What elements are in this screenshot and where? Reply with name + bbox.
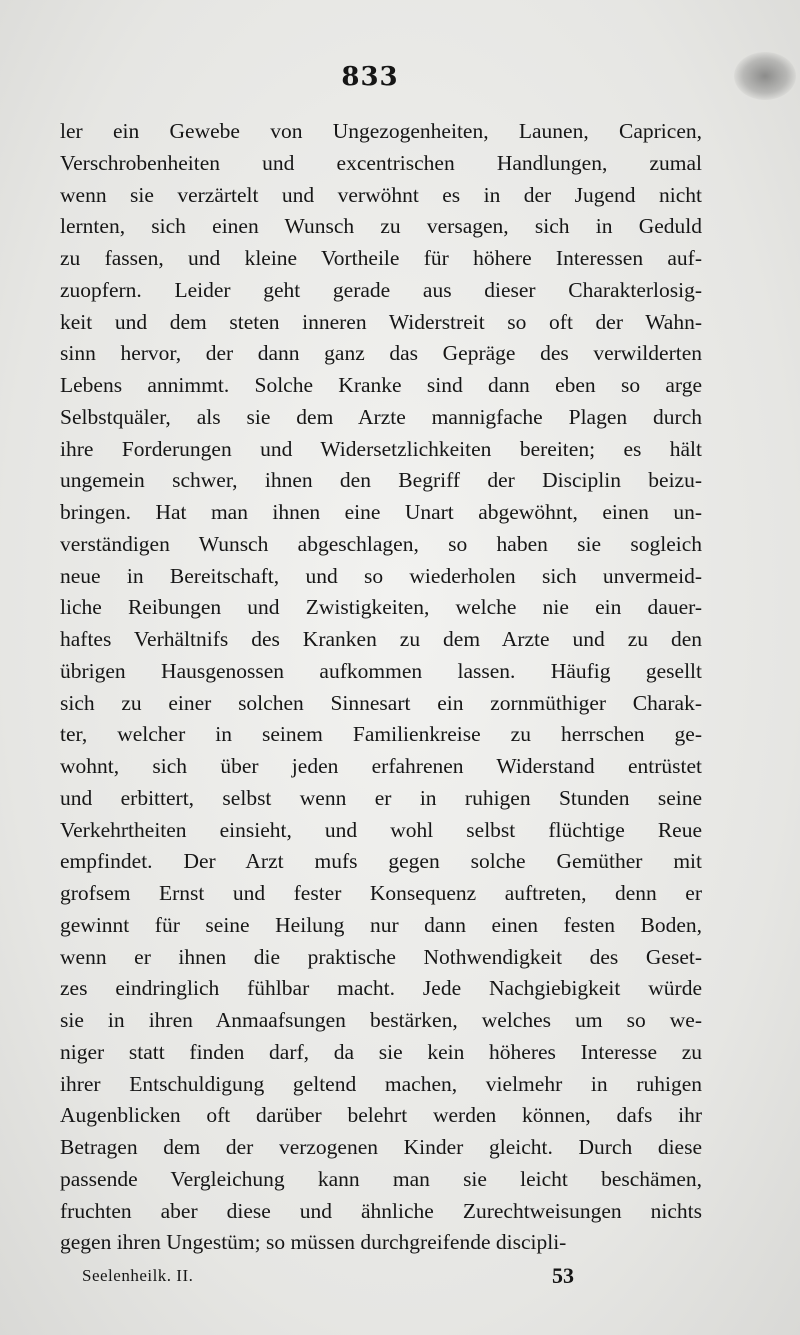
text-line: Lebens annimmt. Solche Kranke sind dann eben so arge (60, 373, 702, 397)
text-line: ungemein schwer, ihnen den Begriff der Disciplin beizu- (60, 468, 702, 493)
text-line: ihrer Entschuldigung geltend machen, vielmehr in ruhigen (60, 1071, 702, 1096)
text-line: übrigen Hausgenossen aufkommen lassen. Häufig gesellt (60, 658, 702, 683)
text-line: sie in ihren Anmaafsungen bestärken, welches um so we- (60, 1008, 702, 1032)
page-footer (82, 1263, 582, 1294)
text-line: sinn hervor, der dann ganz das Gepräge des verwilderten (60, 341, 702, 366)
text-line: grofsem Ernst und fester Konsequenz auftreten, denn er (60, 881, 702, 905)
text-line: ler ein Gewebe von Ungezogenheiten, Launen, Capricen, (60, 119, 702, 143)
text-line: wohnt, sich über jeden erfahrenen Widerstand entrüstet (60, 754, 702, 778)
text-line: sich zu einer solchen Sinnesart ein zornmüthiger Charak- (60, 690, 702, 715)
text-line: passende Vergleichung kann man sie leicht beschämen, (60, 1166, 702, 1191)
text-line: ihre Forderungen und Widersetzlichkeiten bereiten; es hält (60, 436, 702, 461)
text-line: fruchten aber diese und ähnliche Zurechtweisungen nichts (60, 1198, 702, 1223)
text-line: gewinnt für seine Heilung nur dann einen festen Boden, (60, 912, 702, 937)
text-line: niger statt finden darf, da sie kein höheres Interesse zu (60, 1039, 702, 1064)
sheet-mark: 53 (552, 1263, 574, 1288)
text-line: neue in Bereitschaft, und so wiederholen sich unvermeid- (60, 563, 702, 588)
text-line: zu fassen, und kleine Vortheile für höhere Interessen auf- (60, 246, 702, 270)
body-text (60, 116, 702, 1259)
text-line: gegen ihren Ungestüm; so müssen durchgreifende discipli- (60, 1230, 567, 1255)
text-line: zes eindringlich fühlbar macht. Jede Nachgiebigkeit würde (60, 976, 702, 1001)
text-line: und erbittert, selbst wenn er in ruhigen Stunden seine (60, 785, 702, 810)
text-line: liche Reibungen und Zwistigkeiten, welche nie ein dauer- (60, 595, 702, 620)
text-line: verständigen Wunsch abgeschlagen, so haben sie sogleich (60, 531, 702, 556)
text-line: Verschrobenheiten und excentrischen Handlungen, zumal (60, 150, 702, 175)
text-line: wenn er ihnen die praktische Nothwendigkeit des Geset- (60, 944, 702, 969)
signature-line: Seelenheilk. II. (82, 1266, 194, 1285)
page-number: 833 (341, 62, 399, 92)
text-line: keit und dem steten inneren Widerstreit so oft der Wahn- (60, 309, 702, 334)
text-line: bringen. Hat man ihnen eine Unart abgewöhnt, einen un- (60, 500, 702, 524)
text-line: Verkehrtheiten einsieht, und wohl selbst flüchtige Reue (60, 817, 702, 842)
text-line: Augenblicken oft darüber belehrt werden können, dafs ihr (60, 1103, 702, 1128)
text-line: haftes Verhältnifs des Kranken zu dem Arzte und zu den (60, 627, 702, 651)
text-line: empfindet. Der Arzt mufs gegen solche Gemüther mit (60, 849, 702, 874)
text-line: zuopfern. Leider geht gerade aus dieser Charakterlosig- (60, 277, 702, 302)
text-line: Selbstquäler, als sie dem Arzte mannigfache Plagen durch (60, 404, 702, 429)
text-line: lernten, sich einen Wunsch zu versagen, sich in Geduld (60, 214, 702, 239)
text-line: Betragen dem der verzogenen Kinder gleicht. Durch diese (60, 1135, 702, 1159)
text-line: ter, welcher in seinem Familienkreise zu herrschen ge- (60, 722, 702, 747)
text-line: wenn sie verzärtelt und verwöhnt es in der Jugend nicht (60, 182, 702, 207)
ink-smudge (734, 52, 796, 100)
